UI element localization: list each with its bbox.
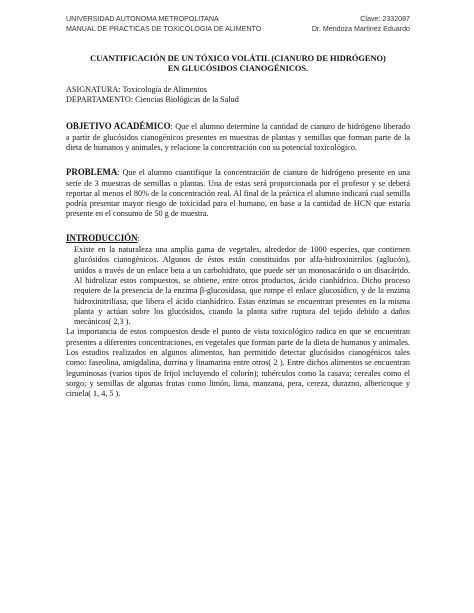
problem-text: : Que el alumno cuantifique la concentración de cianuro de hidrógeno presente en una serie de 3 muestras de semillas o plantas. Una de estas será proporcionada por el profesor y se deberá reportar al menos el 80% de la concentración real. Al final de la práctica el alumno indicará cual semilla podría presentar mayor riesgo de toxicidad para el humano, en base a la cantidad de HCN que estaría presente en el consumo de 50 g de muestra. [66, 168, 410, 219]
title-line-1: CUANTIFICACIÓN DE UN TÓXICO VOLÁTIL (CIANURO DE HIDRÓGENO) [90, 54, 386, 63]
introduction-colon: : [137, 233, 140, 243]
university-name: UNIVERSIDAD AUTONOMA METROPOLITANA [66, 15, 219, 23]
problem-section [66, 167, 410, 219]
introduction-heading [66, 233, 410, 244]
document-body [66, 54, 410, 400]
document-title [66, 54, 410, 75]
manual-title: MANUAL DE PRACTICAS DE TOXICOLOGIA DE ALIMENTO [66, 25, 262, 33]
department-line: DEPARTAMENTO: Ciencias Biológicas de la Salud [66, 95, 239, 105]
intro-paragraph-3: Los estudios realizados en algunos alimentos, han permitido detectar glucósidos cianogénicos tales como: faseolina, amigdalina, durrina y linamarina entre otros( 2 ). Entre dichos alimentos se encuentran leguminosas (varios tipos de frijol incluyendo el colorín); tubérculos como la casava; cereales como el sorgo; y semillas de algunas frutas como limón, lima, manzana, pera, cereza, durazno, albericoque y ciruela( 1, 4, 5 ). [66, 348, 410, 399]
objective-label: OBJETIVO ACADÉMICO [66, 121, 171, 132]
title-line-2: EN GLUCÓSIDOS CIANOGÉNICOS. [167, 64, 309, 74]
intro-paragraph-2: La importancia de estos compuestos desde el punto de vista toxicológico radica en que se encuentran presentes a diferentes concentraciones, en vegetales que forman parte de la dieta de humanos y animales. [66, 327, 410, 347]
objective-section [66, 121, 410, 153]
problem-label: PROBLEMA [66, 167, 118, 178]
author-name: Dr. Mendoza Martinez Eduardo [311, 25, 410, 33]
subject-line: ASIGNATURA: Toxicología de Alimentos [66, 84, 207, 94]
course-code: Clave: 2332087 [360, 15, 410, 23]
objective-text: : Que el alumno determine la cantidad de cianuro de hidrógeno liberado a partir de glucósidos cianogénicos presentes en muestras de plantas y semillas que forman parte de la dieta de humanos y animales, y relacione la concentración con su potencial toxicológico. [66, 122, 410, 152]
introduction-label: INTRODUCCIÓN [66, 232, 138, 243]
intro-paragraph-1: Existe en la naturaleza una amplia gama de vegetales, alrededor de 1000 especies, que contienen glucósidos cianogénicos. Algunos de éstos están constituidos por alfa-hidroxinitrilos (aglucón), unidos a través de un enlace beta a un carbohidrato, que puede ser un monosacárido o un disacárido. Al hidrolizar estos compuestos, se obtiene, entre otros productos, ácido cianhídrico. Dicho proceso requiere de la presencia de la enzima β-glucosidasa, que rompe el enlace glucosídico, y de la enzima hidroxinitriliasa, que libera el ácido cianhídrico. Estas enzimas se encuentran presentes en la misma planta y actúan sobre los glucósidos, cuando la planta sufre ruptura del tejido debido a daños mecánicos( 2,3 ). [74, 245, 410, 327]
course-meta [66, 85, 410, 106]
introduction-body [66, 245, 410, 399]
page-header [66, 14, 410, 34]
